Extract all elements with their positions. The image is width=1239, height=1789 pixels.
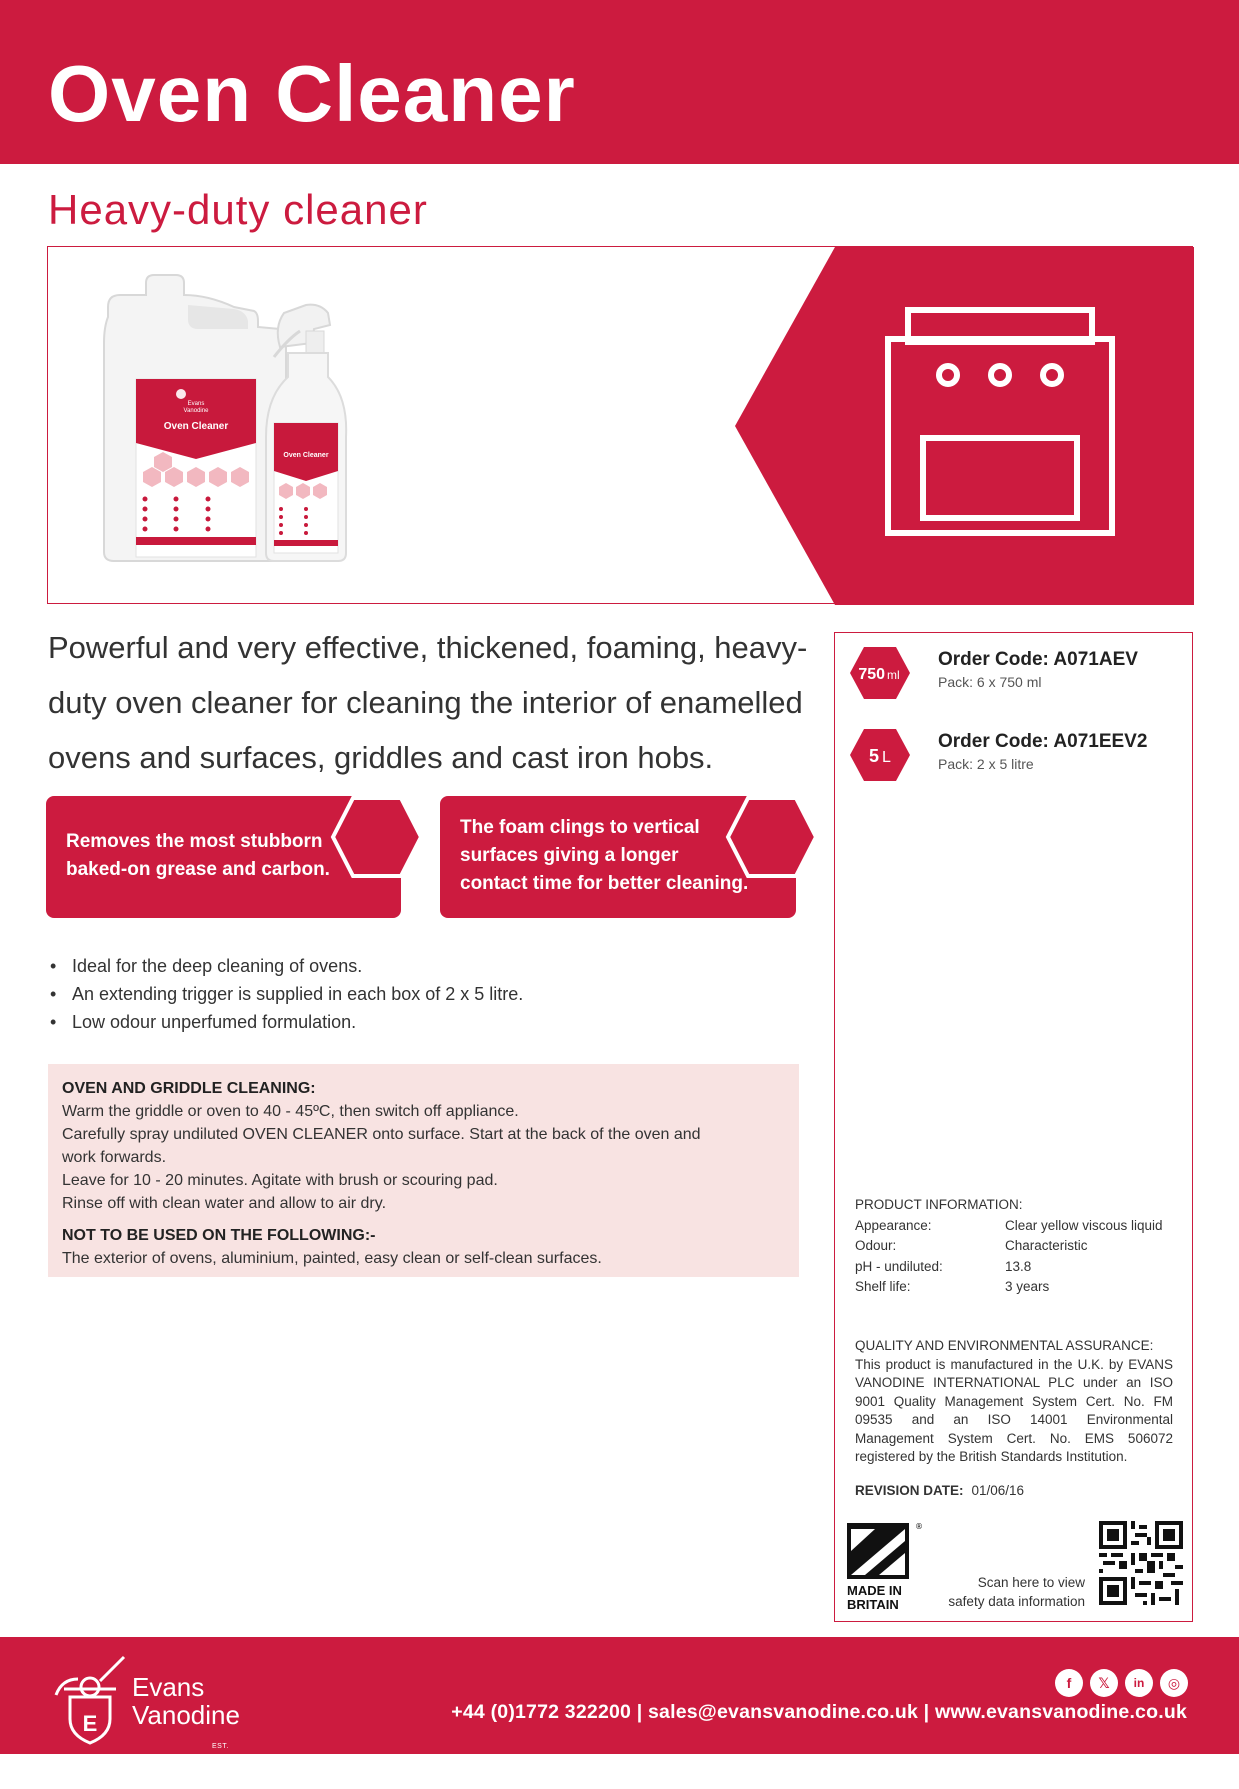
- instruction-line: Rinse off with clean water and allow to air dry.: [62, 1195, 387, 1212]
- info-row: Shelf life: 3 years: [855, 1279, 1050, 1294]
- product-description: Powerful and very effective, thickened, foaming, heavy-duty oven cleaner for cleaning the interior of enamelled ovens and surfaces, griddles and cast iron hobs.: [48, 630, 808, 775]
- website-link[interactable]: www.evansvanodine.co.uk: [934, 1701, 1187, 1723]
- container-5l-image: [104, 275, 286, 561]
- made-in-britain-logo: [845, 1521, 921, 1611]
- list-item: • Low odour unperfumed formulation.: [48, 1008, 808, 1036]
- revision-date: REVISION DATE: 01/06/16: [855, 1483, 1025, 1498]
- quality-heading: QUALITY AND ENVIRONMENTAL ASSURANCE:: [855, 1338, 1154, 1353]
- callout-line: Removes the most stubborn: [66, 831, 323, 852]
- order-750ml: [938, 649, 1138, 690]
- svg-text:BRITAIN: BRITAIN: [847, 1597, 899, 1612]
- instagram-icon[interactable]: ◎: [1160, 1669, 1188, 1697]
- product-info-heading: PRODUCT INFORMATION:: [855, 1197, 1023, 1212]
- page-subtitle: Heavy-duty cleaner: [48, 186, 428, 233]
- instruction-line: Leave for 10 - 20 minutes. Agitate with brush or scouring pad.: [62, 1172, 498, 1189]
- quality-assurance: [855, 1337, 1173, 1467]
- container-product-label: Oven Cleaner: [163, 421, 229, 432]
- svg-text:®: ®: [915, 1522, 923, 1531]
- svg-text:750ml: 750 ml: [858, 666, 900, 683]
- pack-size: Pack: 6 x 750 ml: [938, 674, 1042, 690]
- info-row: Appearance: Clear yellow viscous liquid: [855, 1217, 1163, 1233]
- spray-bottle-image: [266, 305, 346, 561]
- size-750ml-badge: [848, 645, 912, 701]
- evans-vanodine-logo-icon: [50, 1649, 130, 1749]
- list-item: • An extending trigger is supplied in each box of 2 x 5 litre.: [48, 980, 808, 1008]
- quality-text: This product is manufactured in the U.K. by EVANS VANODINE INTERNATIONAL PLC under an ISO 9001 Quality Management System Cert. No. FM 09535 and an ISO 14001 Environmental Management System Cert. No. EMS 506072 registered by the British Standards Institution.: [855, 1356, 1173, 1464]
- callout-line: surfaces giving a longer: [460, 845, 679, 866]
- spray-product-label: Oven Cleaner: [283, 452, 329, 459]
- linkedin-icon[interactable]: in: [1125, 1669, 1153, 1697]
- feature-list: [48, 952, 808, 1036]
- svg-text:E: E: [82, 1711, 98, 1736]
- callout-line: The foam clings to vertical: [460, 817, 700, 838]
- qr-code[interactable]: [1099, 1521, 1183, 1605]
- svg-text:MADE IN: MADE IN: [847, 1583, 902, 1598]
- svg-text:5L: 5 L: [869, 746, 891, 766]
- instruction-line: Carefully spray undiluted OVEN CLEANER onto surface. Start at the back of the oven and: [62, 1126, 701, 1143]
- footer-logo-text: Evans Vanodine EST. 1919: [132, 1672, 240, 1778]
- phone-number[interactable]: +44 (0)1772 322200: [451, 1701, 632, 1723]
- size-5l-badge: [848, 727, 912, 783]
- page-title: Oven Cleaner: [48, 49, 576, 138]
- hexagon-icon: [331, 796, 423, 878]
- instruction-line: Warm the griddle or oven to 40 - 45ºC, then switch off appliance.: [62, 1103, 519, 1120]
- hexagon-icon: [726, 796, 818, 878]
- callout-line: contact time for better cleaning.: [460, 873, 749, 894]
- callout-foam: [440, 796, 796, 918]
- header-banner: [0, 0, 1239, 164]
- x-twitter-icon[interactable]: 𝕏: [1090, 1669, 1118, 1697]
- pack-size: Pack: 2 x 5 litre: [938, 756, 1034, 772]
- order-info-panel: [834, 632, 1193, 1622]
- hero-arrow-panel: [735, 247, 1194, 605]
- container-brand-text-2: Vanodine: [183, 408, 209, 414]
- container-brand-text: Evans: [187, 401, 205, 407]
- warning-line: The exterior of ovens, aluminium, painted, easy clean or self-clean surfaces.: [62, 1250, 602, 1267]
- facebook-icon[interactable]: f: [1055, 1669, 1083, 1697]
- callout-grease: [46, 796, 401, 918]
- contact-line: +44 (0)1772 322200 | sales@evansvanodine.co.uk | www.evansvanodine.co.uk: [451, 1701, 1187, 1723]
- info-row: Odour: Characteristic: [855, 1238, 1088, 1253]
- list-item: • Ideal for the deep cleaning of ovens.: [48, 952, 808, 980]
- warning-heading: NOT TO BE USED ON THE FOLLOWING:-: [62, 1227, 376, 1244]
- order-code: Order Code: A071EEV2: [938, 731, 1148, 752]
- product-information: [855, 1195, 1175, 1298]
- instructions-heading: OVEN AND GRIDDLE CLEANING:: [62, 1080, 316, 1097]
- order-5l: [938, 731, 1147, 772]
- callout-line: baked-on grease and carbon.: [66, 859, 330, 880]
- instructions-box: [48, 1064, 799, 1277]
- footer: [0, 1637, 1239, 1778]
- info-row: pH - undiluted: 13.8: [855, 1258, 1032, 1274]
- hero-panel: [47, 246, 1193, 604]
- email-link[interactable]: sales@evansvanodine.co.uk: [647, 1701, 919, 1723]
- order-code: Order Code: A071AEV: [938, 649, 1138, 670]
- hero-graphic: [48, 247, 1194, 605]
- scan-caption: Scan here to view safety data information: [948, 1575, 1085, 1609]
- instruction-line: work forwards.: [62, 1149, 167, 1166]
